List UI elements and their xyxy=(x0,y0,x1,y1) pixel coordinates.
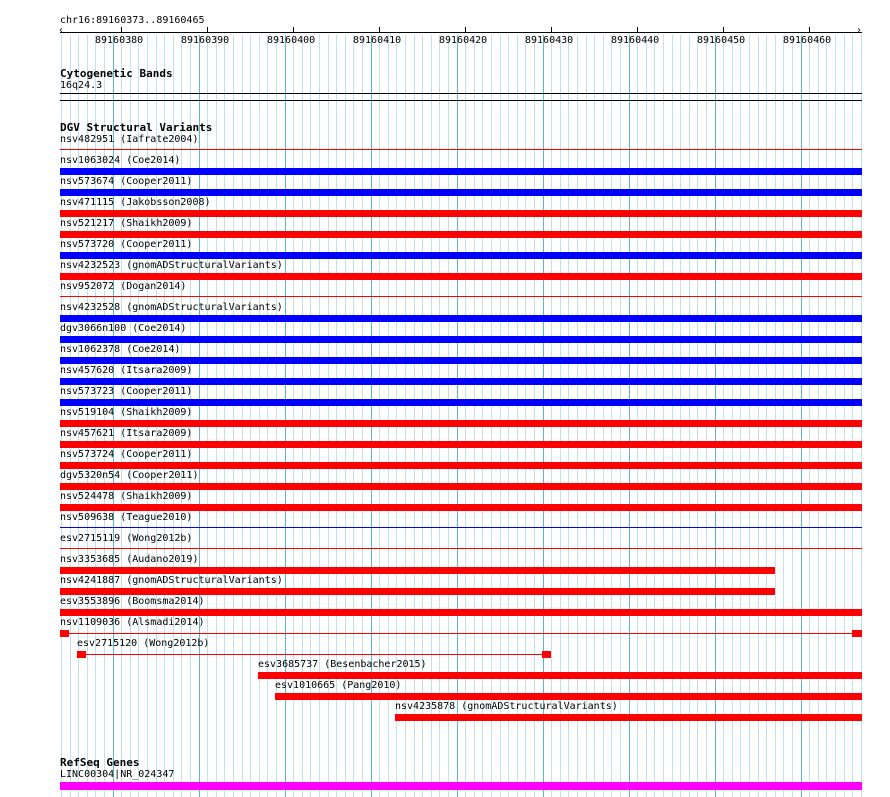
sv-label[interactable]: nsv952072 (Dogan2014) xyxy=(60,281,187,292)
ruler-tick-label: 89160450 xyxy=(697,35,746,46)
sv-label[interactable]: esv3685737 (Besenbacher2015) xyxy=(258,659,427,670)
ruler-tick-label: 89160390 xyxy=(181,35,230,46)
sv-feature-bar[interactable] xyxy=(395,714,862,721)
sv-label[interactable]: nsv4232523 (gnomADStructuralVariants) xyxy=(60,260,283,271)
sv-feature-connector[interactable] xyxy=(86,654,542,655)
sv-feature-bar[interactable] xyxy=(60,609,862,616)
ruler-tick-label: 89160400 xyxy=(267,35,316,46)
sv-feature-bar[interactable] xyxy=(60,462,862,469)
sv-feature-bar[interactable] xyxy=(60,483,862,490)
ruler-axis xyxy=(60,32,862,33)
sv-feature-bar[interactable] xyxy=(258,672,862,679)
region-label: chr16:89160373..89160465 xyxy=(60,15,205,26)
ruler-tick-label: 89160410 xyxy=(353,35,402,46)
sv-label[interactable]: esv2715119 (Wong2012b) xyxy=(60,533,193,544)
sv-feature-block-right[interactable] xyxy=(542,651,551,658)
sv-feature-bar[interactable] xyxy=(60,504,862,511)
cyto-band-label[interactable]: 16q24.3 xyxy=(60,80,103,91)
sv-label[interactable]: nsv482951 (Iafrate2004) xyxy=(60,134,199,145)
sv-label[interactable]: nsv4241887 (gnomADStructuralVariants) xyxy=(60,575,283,586)
sv-label[interactable]: nsv3353685 (Audano2019) xyxy=(60,554,199,565)
sv-label[interactable]: esv2715120 (Wong2012b) xyxy=(77,638,210,649)
sv-feature-bar[interactable] xyxy=(60,588,775,595)
sv-label[interactable]: nsv4232528 (gnomADStructuralVariants) xyxy=(60,302,283,313)
sv-feature-bar[interactable] xyxy=(60,357,862,364)
ruler-tick xyxy=(551,27,552,33)
sv-feature-bar[interactable] xyxy=(60,273,862,280)
ruler-tick xyxy=(465,27,466,33)
sv-feature-line[interactable] xyxy=(60,149,862,150)
sv-label[interactable]: nsv509638 (Teague2010) xyxy=(60,512,193,523)
sv-feature-bar[interactable] xyxy=(60,567,775,574)
sv-feature-line[interactable] xyxy=(60,548,862,549)
sv-feature-block-left[interactable] xyxy=(77,651,86,658)
sv-feature-bar[interactable] xyxy=(60,189,862,196)
sv-label[interactable]: dgv3066n100 (Coe2014) xyxy=(60,323,187,334)
ruler-tick-label: 89160380 xyxy=(95,35,144,46)
ruler-tick-label: 89160430 xyxy=(525,35,574,46)
dgv-track-title: DGV Structural Variants xyxy=(60,121,213,134)
sv-label[interactable]: nsv1062378 (Coe2014) xyxy=(60,344,181,355)
sv-label[interactable]: dgv5320n54 (Cooper2011) xyxy=(60,470,199,481)
sv-label[interactable]: nsv1109036 (Alsmadi2014) xyxy=(60,617,205,628)
sv-label[interactable]: nsv573724 (Cooper2011) xyxy=(60,449,193,460)
sv-feature-bar[interactable] xyxy=(60,210,862,217)
sv-label[interactable]: nsv524478 (Shaikh2009) xyxy=(60,491,193,502)
track-divider xyxy=(60,100,862,101)
sv-feature-bar[interactable] xyxy=(60,168,862,175)
sv-label[interactable]: esv3553896 (Boomsma2014) xyxy=(60,596,205,607)
sv-feature-bar[interactable] xyxy=(60,315,862,322)
sv-feature-bar[interactable] xyxy=(275,693,862,700)
ruler-tick xyxy=(207,27,208,33)
sv-label[interactable]: nsv573674 (Cooper2011) xyxy=(60,176,193,187)
sv-feature-bar[interactable] xyxy=(60,399,862,406)
sv-feature-line[interactable] xyxy=(60,527,862,528)
cyto-band[interactable] xyxy=(60,93,862,94)
sv-label[interactable]: nsv471115 (Jakobsson2008) xyxy=(60,197,211,208)
ruler-left-arrow: ‹ xyxy=(58,25,65,36)
sv-label[interactable]: nsv573720 (Cooper2011) xyxy=(60,239,193,250)
ruler-tick xyxy=(379,27,380,33)
sv-feature-bar[interactable] xyxy=(60,441,862,448)
ruler-tick xyxy=(723,27,724,33)
sv-feature-bar[interactable] xyxy=(60,231,862,238)
ruler-tick-label: 89160420 xyxy=(439,35,488,46)
refseq-gene-bar[interactable] xyxy=(60,782,862,790)
ruler-tick xyxy=(121,27,122,33)
ruler-tick xyxy=(809,27,810,33)
sv-feature-block-right[interactable] xyxy=(852,630,862,637)
sv-feature-bar[interactable] xyxy=(60,378,862,385)
ruler-tick-label: 89160460 xyxy=(783,35,832,46)
refseq-track-title: RefSeq Genes xyxy=(60,756,140,769)
sv-label[interactable]: nsv1063024 (Coe2014) xyxy=(60,155,181,166)
sv-label[interactable]: nsv4235878 (gnomADStructuralVariants) xyxy=(395,701,618,712)
ruler-tick xyxy=(293,27,294,33)
ruler-tick xyxy=(637,27,638,33)
sv-feature-bar[interactable] xyxy=(60,336,862,343)
sv-label[interactable]: nsv457621 (Itsara2009) xyxy=(60,428,193,439)
ruler-tick-label: 89160440 xyxy=(611,35,660,46)
sv-label[interactable]: nsv573723 (Cooper2011) xyxy=(60,386,193,397)
sv-label[interactable]: nsv521217 (Shaikh2009) xyxy=(60,218,193,229)
sv-label[interactable]: nsv519104 (Shaikh2009) xyxy=(60,407,193,418)
sv-feature-connector[interactable] xyxy=(69,633,852,634)
sv-feature-bar[interactable] xyxy=(60,252,862,259)
sv-feature-block-left[interactable] xyxy=(60,630,69,637)
sv-feature-line[interactable] xyxy=(60,296,862,297)
sv-feature-bar[interactable] xyxy=(60,420,862,427)
sv-label[interactable]: nsv457620 (Itsara2009) xyxy=(60,365,193,376)
ruler-right-arrow: › xyxy=(856,25,863,36)
cyto-track-title: Cytogenetic Bands xyxy=(60,67,173,80)
sv-label[interactable]: esv1010665 (Pang2010) xyxy=(275,680,402,691)
refseq-gene-label[interactable]: LINC00304|NR_024347 xyxy=(60,769,175,780)
